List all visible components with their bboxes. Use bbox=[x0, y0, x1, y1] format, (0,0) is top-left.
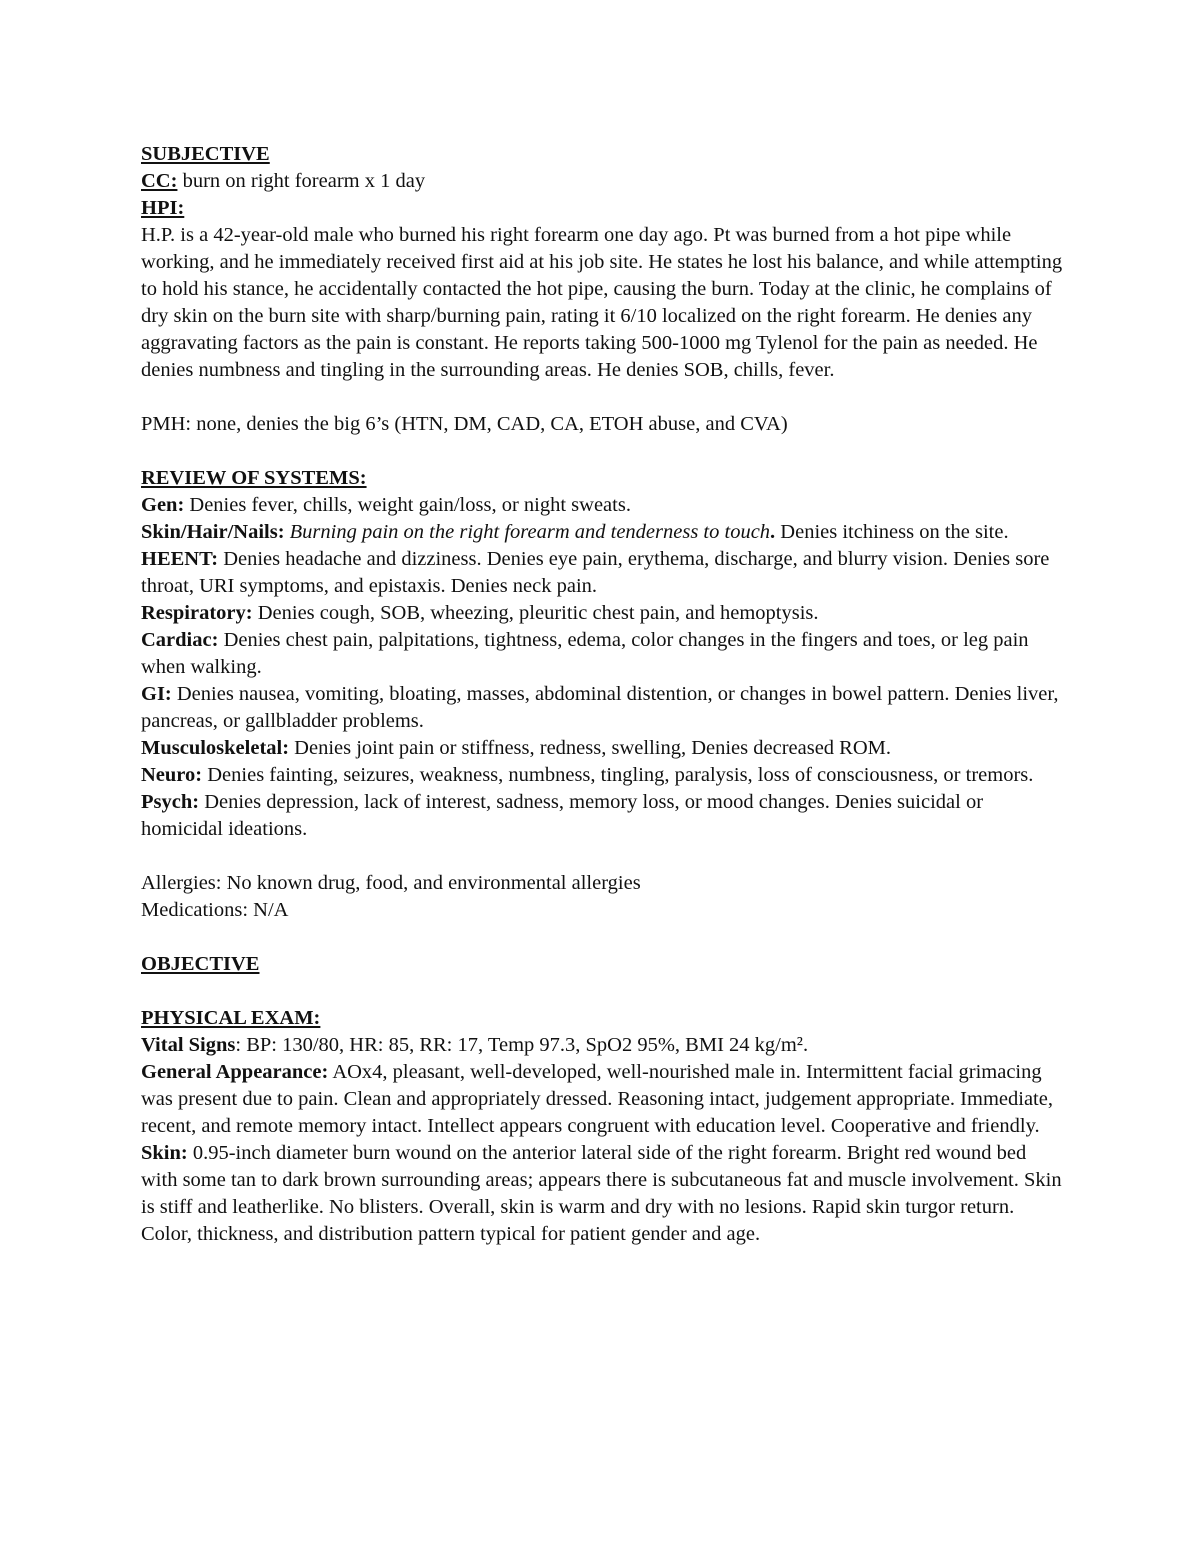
ros-respiratory bbox=[141, 600, 1066, 627]
skin-text: Denies itchiness on the site. bbox=[775, 521, 1009, 543]
cc-label: CC: bbox=[141, 170, 178, 192]
hpi-label-line bbox=[141, 195, 1066, 222]
spacer bbox=[141, 384, 1066, 411]
subjective-section bbox=[141, 141, 1066, 168]
cardiac-label: Cardiac: bbox=[141, 629, 219, 651]
gi-text: Denies nausea, vomiting, bloating, masses, abdominal distention, or changes in bowel pattern. Denies liver, pancreas, or gallbladder problems. bbox=[141, 683, 1059, 732]
psych-label: Psych: bbox=[141, 791, 200, 813]
general-appearance-text: AOx4, pleasant, well-developed, well-nourished male in. Intermittent facial grimacing was present due to pain. Clean and appropriately dressed. Reasoning intact, judgement appropriate. Immediate, recent, and remote memory intact. Intellect appears congruent with education level. Cooperative and friendly. bbox=[141, 1061, 1053, 1137]
spacer bbox=[141, 978, 1066, 1005]
vital-signs-text: : BP: 130/80, HR: 85, RR: 17, Temp 97.3, SpO2 95%, BMI 24 kg/m². bbox=[235, 1034, 809, 1056]
ros-heading-line bbox=[141, 465, 1066, 492]
musculoskeletal-label: Musculoskeletal: bbox=[141, 737, 290, 759]
general-appearance-label: General Appearance: bbox=[141, 1061, 329, 1083]
medications-text: Medications: N/A bbox=[141, 899, 289, 921]
allergies-text: Allergies: No known drug, food, and environmental allergies bbox=[141, 872, 641, 894]
objective-heading-line bbox=[141, 951, 1066, 978]
heent-label: HEENT: bbox=[141, 548, 219, 570]
skin-exam bbox=[141, 1140, 1066, 1248]
spacer bbox=[141, 438, 1066, 465]
skin-dot: . bbox=[770, 521, 776, 543]
ros-gen bbox=[141, 492, 1066, 519]
respiratory-label: Respiratory: bbox=[141, 602, 253, 624]
neuro-label: Neuro: bbox=[141, 764, 203, 786]
spacer bbox=[141, 843, 1066, 870]
musculoskeletal-text: Denies joint pain or stiffness, redness, swelling, Denies decreased ROM. bbox=[289, 737, 892, 759]
skin-italic-text: Burning pain on the right forearm and tenderness to touch bbox=[289, 521, 771, 543]
heent-text: Denies headache and dizziness. Denies eye pain, erythema, discharge, and blurry vision. Denies sore throat, URI symptoms, and epistaxis. Denies neck pain. bbox=[141, 548, 1050, 597]
gen-text: Denies fever, chills, weight gain/loss, or night sweats. bbox=[184, 494, 631, 516]
respiratory-text: Denies cough, SOB, wheezing, pleuritic chest pain, and hemoptysis. bbox=[252, 602, 819, 624]
general-appearance bbox=[141, 1059, 1066, 1140]
ros-heent bbox=[141, 546, 1066, 600]
skin-label: Skin/Hair/Nails: bbox=[141, 521, 285, 543]
skin-exam-text: 0.95-inch diameter burn wound on the anterior lateral side of the right forearm. Bright red wound bed with some tan to dark brown surrounding areas; appears there is subcutaneous fat and muscle involvement. Skin is stiff and leatherlike. No blisters. Overall, skin is warm and dry with no lesions. Rapid skin turgor return. Color, thickness, and distribution pattern typical for patient gender and age. bbox=[141, 1142, 1062, 1245]
document-page bbox=[141, 141, 1066, 1248]
spacer bbox=[141, 924, 1066, 951]
psych-text: Denies depression, lack of interest, sadness, memory loss, or mood changes. Denies suicidal or homicidal ideations. bbox=[141, 791, 984, 840]
ros-musculoskeletal bbox=[141, 735, 1066, 762]
subjective-heading: SUBJECTIVE bbox=[141, 143, 270, 165]
chief-complaint bbox=[141, 168, 1066, 195]
objective-heading: OBJECTIVE bbox=[141, 953, 260, 975]
cardiac-text: Denies chest pain, palpitations, tightness, edema, color changes in the fingers and toes, or leg pain when walking. bbox=[141, 629, 1029, 678]
gen-label: Gen: bbox=[141, 494, 185, 516]
ros-heading: REVIEW OF SYSTEMS: bbox=[141, 467, 367, 489]
ros-cardiac bbox=[141, 627, 1066, 681]
ros-neuro bbox=[141, 762, 1066, 789]
vital-signs bbox=[141, 1032, 1066, 1059]
neuro-text: Denies fainting, seizures, weakness, numbness, tingling, paralysis, loss of consciousness, or tremors. bbox=[202, 764, 1034, 786]
ros-gi bbox=[141, 681, 1066, 735]
physical-exam-heading: PHYSICAL EXAM: bbox=[141, 1007, 321, 1029]
hpi-text: H.P. is a 42-year-old male who burned his right forearm one day ago. Pt was burned from a hot pipe while working, and he immediately received first aid at his job site. He states he lost his balance, and while attempting to hold his stance, he accidentally contacted the hot pipe, causing the burn. Today at the clinic, he complains of dry skin on the burn site with sharp/burning pain, rating it 6/10 localized on the right forearm. He denies any aggravating factors as the pain is constant. He reports taking 500-1000 mg Tylenol for the pain as needed. He denies numbness and tingling in the surrounding areas. He denies SOB, chills, fever. bbox=[141, 224, 1063, 381]
vital-signs-label: Vital Signs bbox=[141, 1034, 236, 1056]
ros-skin bbox=[141, 519, 1066, 546]
pmh-text: PMH: none, denies the big 6’s (HTN, DM, CAD, CA, ETOH abuse, and CVA) bbox=[141, 413, 788, 435]
cc-text: burn on right forearm x 1 day bbox=[177, 170, 426, 192]
physical-exam-heading-line bbox=[141, 1005, 1066, 1032]
gi-label: GI: bbox=[141, 683, 172, 705]
ros-psych bbox=[141, 789, 1066, 843]
skin-exam-label: Skin: bbox=[141, 1142, 188, 1164]
hpi-label: HPI: bbox=[141, 197, 185, 219]
